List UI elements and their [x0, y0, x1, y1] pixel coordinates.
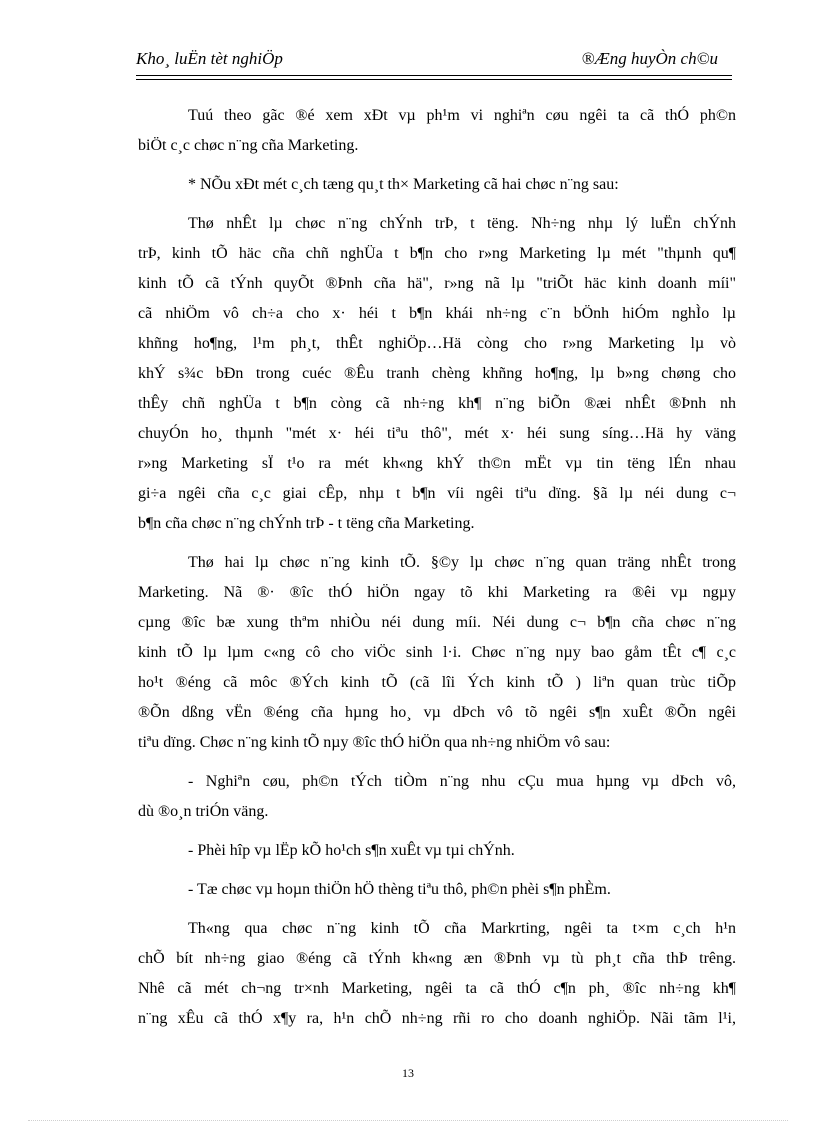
paragraph-political-function	[138, 209, 736, 539]
paragraph-intro	[138, 101, 736, 161]
text-line: b¶n cña chøc n¨ng chÝnh trÞ - t tëng cña Marketing.	[138, 515, 475, 532]
text-line: * NÕu xÐt mét c¸ch tæng qu¸t th× Marketing cã hai chøc n¨ng sau:	[188, 176, 619, 193]
text-line: - Nghiªn cøu, ph©n tÝch tiÒm n¨ng nhu cÇu mua hµng vµ dÞch vô,	[188, 773, 736, 790]
text-line: gi÷a ngêi cña c¸c giai cÊp, nhµ t b¶n víi ngêi tiªu dïng. §ã lµ néi dung c¬	[138, 485, 736, 502]
text-line: trÞ, kinh tÕ häc cña chñ nghÜa t b¶n cho r»ng Marketing lµ mét "thµnh qu¶	[138, 245, 736, 262]
text-line: kinh tÕ lµ lµm c«ng cô cho viÖc sinh l·i. Chøc n¨ng nµy bao gåm tÊt c¶ c¸c	[138, 644, 736, 661]
text-line: kinh tÕ cã tÝnh quyÕt ®Þnh cña hä", r»ng nã lµ "triÕt häc kinh doanh míi"	[138, 275, 736, 292]
text-line: Marketing. Nã ®· ®îc thÓ hiÖn ngay tõ khi Marketing ra ®êi vµ ngµy	[138, 584, 736, 601]
text-line: Thø hai lµ chøc n¨ng kinh tÕ. §©y lµ chøc n¨ng quan träng nhÊt trong	[188, 554, 736, 571]
paragraph-overview	[138, 170, 736, 200]
text-line: thÊy chñ nghÜa t b¶n còng cã nh÷ng kh¶ n¨ng biÕn ®æi nhÊt ®Þnh nh	[138, 395, 736, 412]
bullet-planning	[138, 836, 736, 866]
text-line: tiªu dïng. Chøc n¨ng kinh tÕ nµy ®îc thÓ hiÖn qua nh÷ng nhiÖm vô sau:	[138, 734, 611, 751]
text-line: n¨ng xÊu cã thÓ x¶y ra, h¹n chÕ nh÷ng rñi ro cho doanh nghiÖp. Nãi tãm l¹i,	[138, 1010, 736, 1027]
text-line: chÕ bít nh÷ng giao ®éng cã tÝnh kh«ng æn ®Þnh vµ tù ph¸t cña thÞ trêng.	[138, 950, 736, 967]
bullet-research	[138, 767, 736, 827]
text-line: - Tæ chøc vµ hoµn thiÖn hÖ thèng tiªu thô, ph©n phèi s¶n phÈm.	[188, 881, 611, 898]
paragraph-economic-function	[138, 548, 736, 758]
header-rule-thick	[136, 75, 732, 76]
text-line: cµng ®îc bæ xung thªm nhiÒu néi dung míi. Néi dung c¬ b¶n cña chøc n¨ng	[138, 614, 736, 631]
header-thesis-title: Kho¸ luËn tèt nghiÖp	[136, 49, 283, 68]
text-line: khÝ s¾c bÐn trong cuéc ®Êu tranh chèng khñng ho¶ng, lµ b»ng chøng cho	[138, 365, 736, 382]
page-header	[136, 47, 732, 73]
header-rule-thin	[136, 79, 732, 80]
text-line: Nhê cã mét ch¬ng tr×nh Marketing, ngêi ta cã thÓ c¶n ph¸ ®îc nh÷ng kh¶	[138, 980, 736, 997]
text-line: khñng ho¶ng, l¹m ph¸t, thÊt nghiÖp…Hä còng cho r»ng Marketing lµ vò	[138, 335, 736, 352]
text-line: Tuú theo gãc ®é xem xÐt vµ ph¹m vi nghiªn cøu ngêi ta cã thÓ ph©n	[188, 107, 736, 124]
page-bottom-border	[28, 1120, 788, 1121]
text-line: Thø nhÊt lµ chøc n¨ng chÝnh trÞ, t tëng. Nh÷ng nhµ lý luËn chÝnh	[188, 215, 736, 232]
text-line: cã nhiÖm vô ch÷a cho x· héi t b¶n khái nh÷ng c¨n bÖnh hiÓm nghÌo lµ	[138, 305, 736, 322]
text-line: dù ®o¸n triÓn väng.	[138, 803, 269, 820]
text-line: Th«ng qua chøc n¨ng kinh tÕ cña Markrting, ngêi ta t×m c¸ch h¹n	[188, 920, 736, 937]
text-line: ho¹t ®éng cã môc ®Ých kinh tÕ (cã lîi Ých kinh tÕ ) liªn quan trùc tiÕp	[138, 674, 736, 691]
paragraph-market-stability	[138, 914, 736, 1034]
text-line: chuyÓn ho¸ thµnh "mét x· héi tiªu thô", mét x· héi sung síng…Hä hy väng	[138, 425, 736, 442]
body-text	[138, 101, 736, 1034]
text-line: ®Õn dßng vËn ®éng cña hµng ho¸ vµ dÞch vô tõ ngêi s¶n xuÊt ®Õn ngêi	[138, 704, 736, 721]
header-author-name: ®Æng huyÒn ch©u	[581, 49, 718, 68]
page-number: 13	[402, 1066, 414, 1080]
text-line: biÖt c¸c chøc n¨ng cña Marketing.	[138, 137, 359, 154]
bullet-distribution	[138, 875, 736, 905]
text-line: r»ng Marketing sÏ t¹o ra mét kh«ng khÝ th©n mËt vµ tin tëng lÉn nhau	[138, 455, 736, 472]
text-line: - Phèi hîp vµ lËp kÕ ho¹ch s¶n xuÊt vµ tµi chÝnh.	[188, 842, 515, 859]
